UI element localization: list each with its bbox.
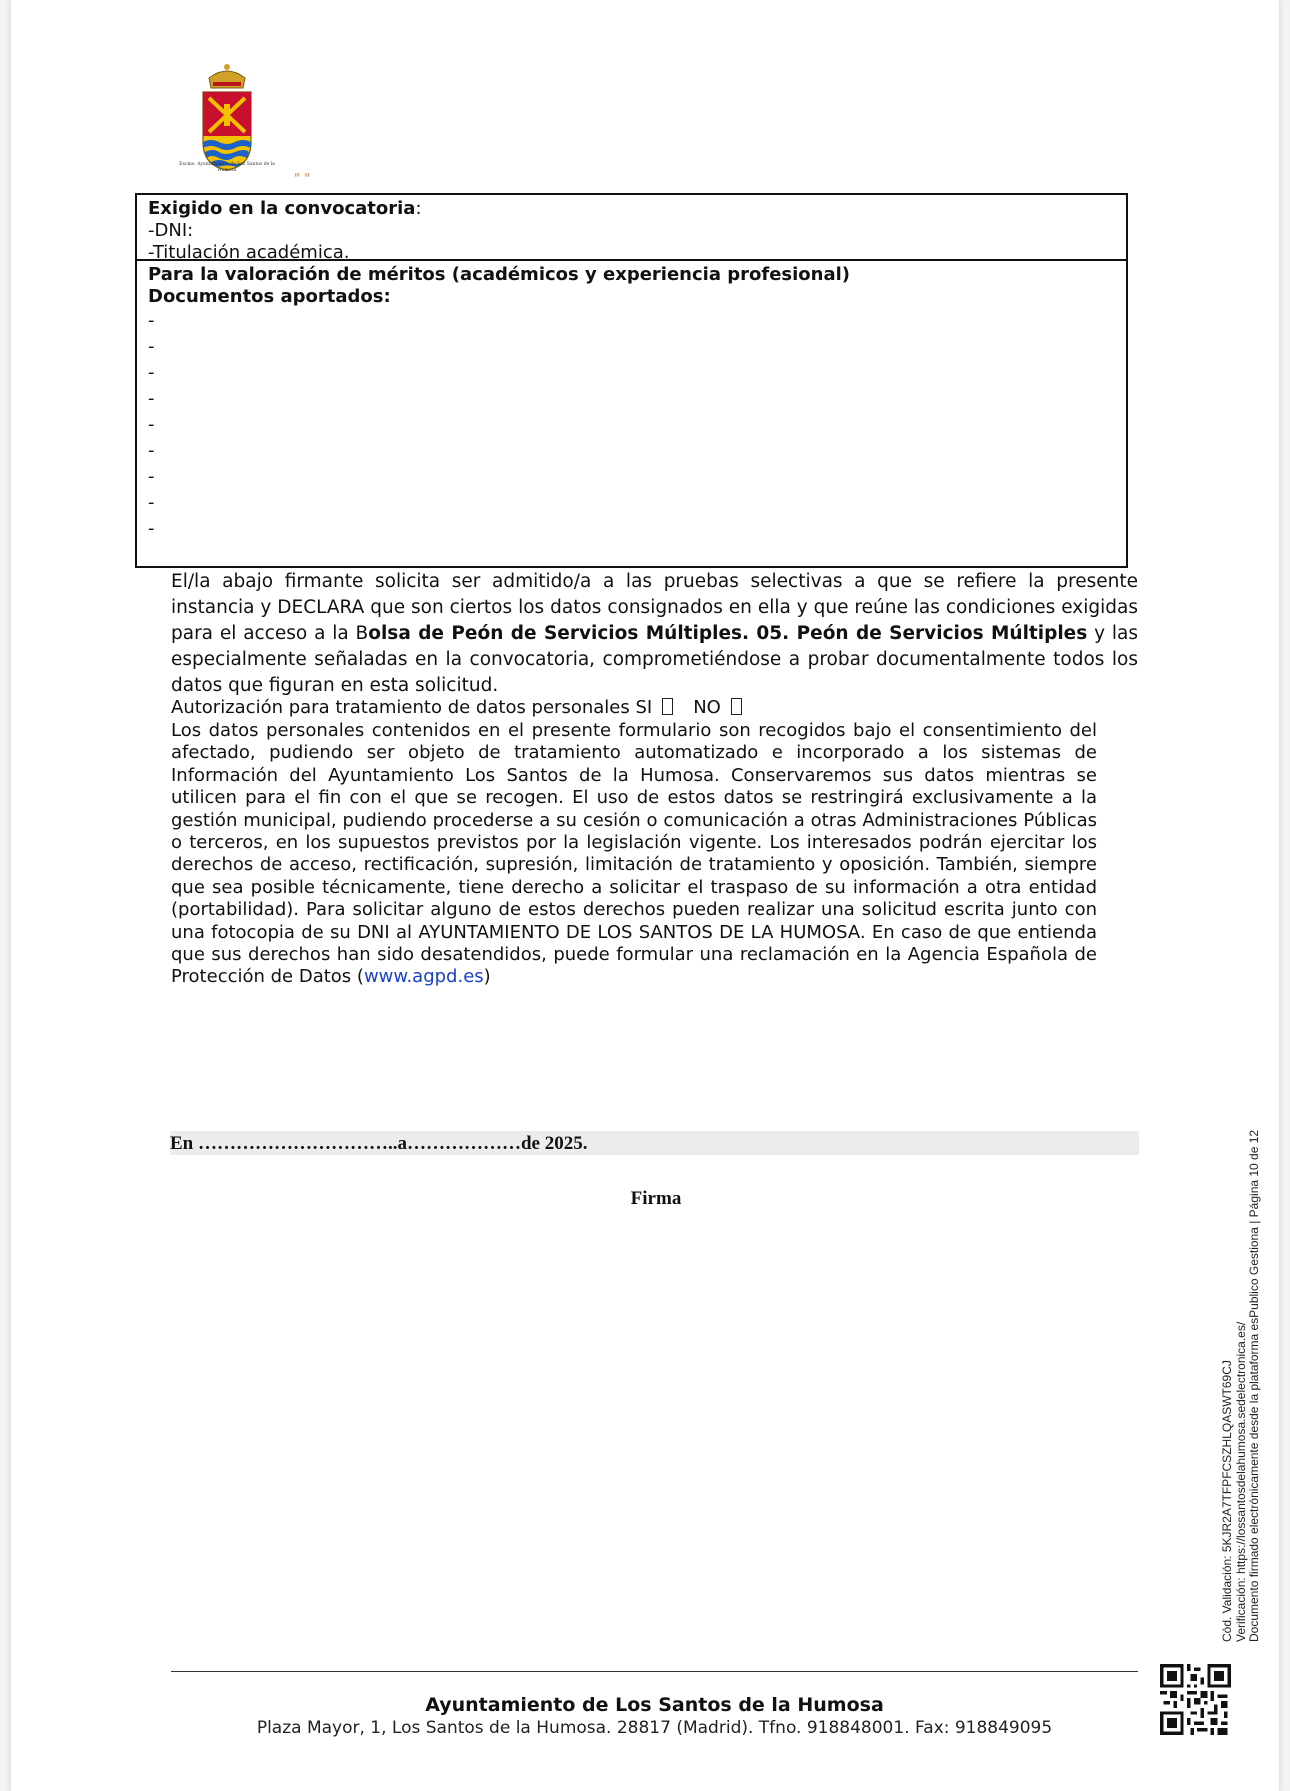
requirements-box (135, 193, 1128, 261)
verification-url[interactable]: Verificación: https://lossantosdelahumosa.sedelectronica.es/ (1233, 1321, 1248, 1642)
coat-of-arms-logo (187, 58, 267, 178)
footer-rule (171, 1671, 1138, 1672)
document-line[interactable]: - (148, 310, 155, 331)
documents-heading: Documentos aportados: (148, 286, 391, 307)
document-line[interactable]: - (148, 466, 155, 487)
no-checkbox[interactable] (731, 698, 742, 715)
authorization-label: Autorización para tratamiento de datos personales SI (171, 697, 653, 718)
document-line[interactable]: - (148, 388, 155, 409)
document-line[interactable]: - (148, 440, 155, 461)
data-authorization (171, 697, 762, 719)
declaration-paragraph: El/la abajo firmante solicita ser admitido/a a las pruebas selectivas a que se refiere la presente instancia y DECLARA que son ciertos los datos consignados en ella y que reúne las condiciones exigidas para el acceso a la Bolsa de Peón de Servicios Múltiples. 05. Peón de Servicios Múltiples y las especialmente señaladas en la convocatoria, comprometiéndose a probar documentalmente todos los datos que figuran en esta solicitud. (171, 571, 1138, 696)
no-label: NO (693, 697, 721, 718)
document-line[interactable]: - (148, 518, 155, 539)
validation-code: Cód. Validación: 5KJR2A7TFPFCSZHLQASWT69CJ (1220, 1360, 1234, 1642)
document-line[interactable]: - (148, 492, 155, 513)
footer-address: Plaza Mayor, 1, Los Santos de la Humosa. 28817 (Madrid). Tfno. 918848001. Fax: 918849095 (256, 1718, 1053, 1738)
stray-marks: " " (294, 172, 311, 187)
requirement-titulacion: -Titulación académica. (148, 242, 350, 263)
requirement-dni: -DNI: (148, 220, 194, 241)
footer-organization: Ayuntamiento de Los Santos de la Humosa (425, 1694, 884, 1716)
date-line[interactable]: En …………………………..a………………de 2025. (170, 1131, 1139, 1155)
merits-heading: Para la valoración de méritos (académicos y experiencia profesional) (148, 264, 851, 285)
qr-code (1160, 1664, 1231, 1735)
logo-caption: Excmo. Ayuntamiento de Los Santos de la Humosa (179, 162, 275, 173)
merits-box (135, 261, 1128, 568)
document-page (11, 0, 1279, 1791)
signature-label: Firma (630, 1188, 682, 1209)
signed-document-note: Documento firmado electrónicamente desde la plataforma esPublico Gestiona | Página 10 de 12 (1247, 1129, 1261, 1642)
requirements-heading: Exigido en la convocatoria: (148, 198, 422, 219)
si-checkbox[interactable] (662, 698, 673, 715)
agpd-link[interactable]: www.agpd.es (363, 966, 484, 988)
document-line[interactable]: - (148, 362, 155, 383)
document-line[interactable]: - (148, 336, 155, 357)
validation-sidebar (1221, 1122, 1262, 1642)
document-line[interactable]: - (148, 414, 155, 435)
privacy-paragraph: Los datos personales contenidos en el presente formulario son recogidos bajo el consentimiento del afectado, pudiendo ser objeto de tratamiento automatizado e incorporado a los sistemas de Información del Ayuntamiento Los Santos de la Humosa. Conservaremos sus datos mientras se utilicen para el fin con el que se recogen. El uso de estos datos se restringirá exclusivamente a la gestión municipal, pudiendo procederse a su cesión o comunicación a otras Administraciones Públicas o terceros, en los supuestos previstos por la legislación vigente. Los interesados podrán ejercitar los derechos de acceso, rectificación, supresión, limitación de tratamiento y oposición. También, siempre que sea posible técnicamente, tiene derecho a solicitar el traspaso de su información a otra entidad (portabilidad). Para solicitar alguno de estos derechos pueden realizar una solicitud escrita junto con una fotocopia de su DNI al AYUNTAMIENTO DE LOS SANTOS DE LA HUMOSA. En caso de que entienda que sus derechos han sido desatendidos, puede formular una reclamación en la Agencia Española de Protección de Datos (www.agpd.es) (171, 720, 1097, 988)
